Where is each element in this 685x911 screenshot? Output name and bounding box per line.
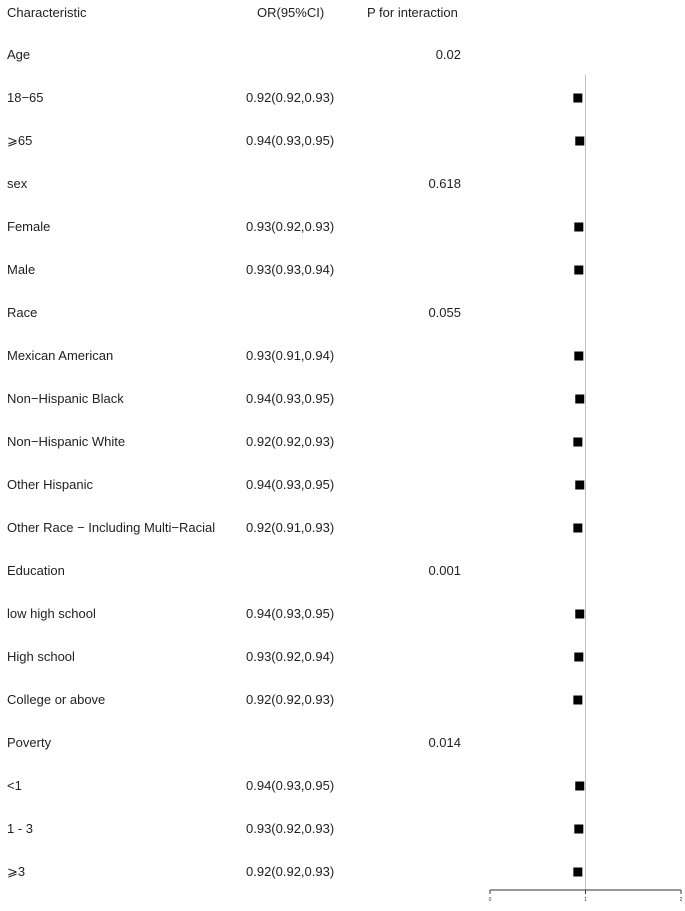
row-label: low high school — [7, 606, 96, 621]
row-or-ci: 0.93(0.92,0.94) — [246, 649, 335, 664]
row-label: Race — [7, 305, 38, 320]
forest-points — [573, 94, 584, 877]
row-label: <1 — [7, 778, 22, 793]
x-tick-label: 2 — [679, 897, 683, 903]
row-or-ci: 0.94(0.93,0.95) — [246, 606, 335, 621]
row-or-ci: 0.93(0.92,0.93) — [246, 821, 335, 836]
or-point — [574, 653, 583, 662]
or-point — [573, 438, 582, 447]
row-label: Other Hispanic — [7, 477, 93, 492]
header-characteristic: Characteristic — [7, 5, 87, 20]
x-tick-label: 1 — [584, 897, 587, 903]
row-or-ci: 0.92(0.92,0.93) — [246, 90, 335, 105]
or-point — [573, 94, 582, 103]
row-or-ci: 0.93(0.93,0.94) — [246, 262, 335, 277]
or-point — [573, 696, 582, 705]
header-p-interaction: P for interaction — [367, 5, 458, 20]
or-point — [575, 481, 584, 490]
or-point — [573, 868, 582, 877]
row-label: Non−Hispanic White — [7, 434, 126, 449]
or-point — [574, 352, 583, 361]
x-tick-label: 0 — [488, 897, 492, 903]
row-p-value: 0.618 — [428, 176, 461, 191]
or-point — [575, 137, 584, 146]
row-label: sex — [7, 176, 28, 191]
row-label: College or above — [7, 692, 106, 707]
row-p-value: 0.014 — [428, 735, 461, 750]
row-label: Non−Hispanic Black — [7, 391, 124, 406]
row-or-ci: 0.92(0.91,0.93) — [246, 520, 335, 535]
row-or-ci: 0.92(0.92,0.93) — [246, 692, 335, 707]
row-label: Female — [7, 219, 51, 234]
row-p-value: 0.055 — [428, 305, 461, 320]
header-or-ci: OR(95%CI) — [257, 5, 325, 20]
row-label: 18−65 — [7, 90, 44, 105]
row-label: ⩾65 — [7, 133, 33, 148]
row-or-ci: 0.92(0.92,0.93) — [246, 434, 335, 449]
row-label: 1 - 3 — [7, 821, 34, 836]
row-or-ci: 0.94(0.93,0.95) — [246, 133, 335, 148]
or-point — [574, 825, 583, 834]
row-label: Education — [7, 563, 65, 578]
row-p-value: 0.001 — [428, 563, 461, 578]
row-or-ci: 0.94(0.93,0.95) — [246, 477, 335, 492]
or-point — [574, 266, 583, 275]
row-label: Male — [7, 262, 36, 277]
row-label: Other Race − Including Multi−Racial — [7, 520, 216, 535]
row-or-ci: 0.92(0.92,0.93) — [246, 864, 335, 879]
row-or-ci: 0.94(0.93,0.95) — [246, 391, 335, 406]
row-p-value: 0.02 — [435, 47, 461, 62]
or-point — [574, 223, 583, 232]
row-or-ci: 0.93(0.92,0.93) — [246, 219, 335, 234]
row-or-ci: 0.94(0.93,0.95) — [246, 778, 335, 793]
row-label: Age — [7, 47, 31, 62]
row-label: Poverty — [7, 735, 52, 750]
row-label: High school — [7, 649, 75, 664]
or-point — [575, 782, 584, 791]
or-point — [573, 524, 582, 533]
row-or-ci: 0.93(0.91,0.94) — [246, 348, 335, 363]
row-label: Mexican American — [7, 348, 114, 363]
or-point — [575, 395, 584, 404]
row-label: ⩾3 — [7, 864, 26, 879]
or-point — [575, 610, 584, 619]
x-axis-ticks — [489, 890, 683, 903]
